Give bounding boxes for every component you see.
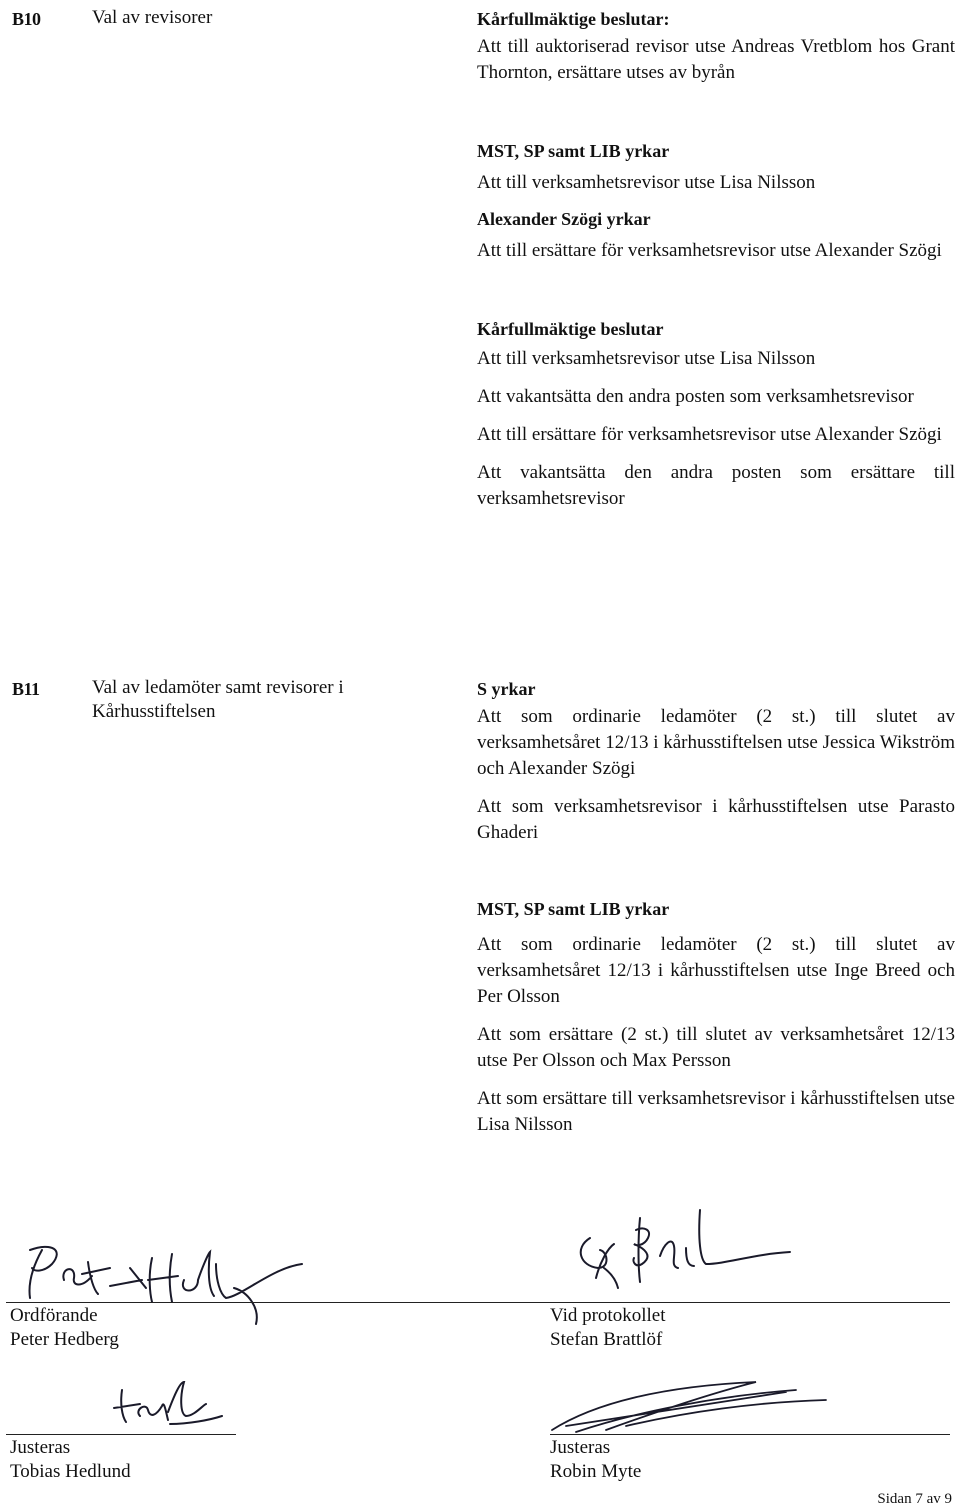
decision-block [477, 316, 955, 512]
item-body [477, 6, 955, 526]
block-heading: Kårfullmäktige beslutar [477, 319, 664, 339]
signature-secretary [560, 1208, 800, 1300]
decision-paragraph: Att till ersättare för verksamhetsrevisor utse Alexander Szögi [477, 424, 942, 445]
signature-adjuster-1 [110, 1376, 230, 1440]
motion-block [477, 676, 955, 846]
item-code: B11 [12, 679, 40, 699]
motion-paragraph: Att till verksamhetsrevisor utse Lisa Nilsson [477, 172, 816, 193]
decision-paragraph: Att vakantsätta den andra posten som ersättare till verksamhetsrevisor [477, 462, 955, 509]
item-title: Val av revisorer [92, 7, 213, 28]
block-heading: S yrkar [477, 679, 536, 699]
motion-paragraph: Att som verksamhetsrevisor i kårhusstiftelsen utse Parasto Ghaderi [477, 796, 955, 843]
block-heading: Kårfullmäktige beslutar: [477, 9, 670, 29]
motion-block [477, 138, 955, 196]
signature-name-adjuster-2: Robin Myte [550, 1461, 642, 1482]
item-body [477, 676, 955, 1152]
decision-paragraph: Att vakantsätta den andra posten som verksamhetsrevisor [477, 386, 914, 407]
motion-block [477, 896, 955, 1138]
motion-block [477, 206, 955, 264]
motion-paragraph: Att till ersättare för verksamhetsrevisor utse Alexander Szögi [477, 240, 942, 261]
motion-paragraph: Att som ersättare (2 st.) till slutet av verksamhetsåret 12/13 utse Per Olsson och Max Persson [477, 1024, 955, 1071]
signature-role-secretary: Vid protokollet [550, 1305, 666, 1326]
signature-line [6, 1302, 950, 1303]
item-code: B10 [12, 9, 41, 29]
signature-name-secretary: Stefan Brattlöf [550, 1329, 663, 1350]
item-title: Val av ledamöter samt revisorer i Kårhusstiftelsen [92, 677, 344, 722]
page-number: Sidan 7 av 9 [877, 1491, 952, 1507]
block-heading: MST, SP samt LIB yrkar [477, 141, 670, 161]
decision-paragraph: Att till verksamhetsrevisor utse Lisa Nilsson [477, 348, 816, 369]
signature-role-adjuster-1: Justeras [10, 1437, 71, 1458]
block-heading: Alexander Szögi yrkar [477, 209, 651, 229]
block-heading: MST, SP samt LIB yrkar [477, 899, 670, 919]
decision-block [477, 6, 955, 86]
motion-paragraph: Att som ersättare till verksamhetsrevisor i kårhusstiftelsen utse Lisa Nilsson [477, 1088, 955, 1135]
signature-role-adjuster-2: Justeras [550, 1437, 611, 1458]
signature-name-adjuster-1: Tobias Hedlund [10, 1461, 131, 1482]
signature-line [6, 1434, 236, 1435]
signature-adjuster-2 [536, 1372, 836, 1442]
signature-name-chair: Peter Hedberg [10, 1329, 119, 1350]
motion-paragraph: Att som ordinarie ledamöter (2 st.) till slutet av verksamhetsåret 12/13 i kårhusstiftelsen utse Jessica Wikström och Alexander Szögi [477, 706, 956, 779]
signature-line [550, 1434, 950, 1435]
motion-paragraph: Att som ordinarie ledamöter (2 st.) till slutet av verksamhetsåret 12/13 i kårhusstiftelsen utse Inge Breed och Per Olsson [477, 934, 955, 1007]
decision-paragraph: Att till auktoriserad revisor utse Andreas Vretblom hos Grant Thornton, ersättare utses av byrån [477, 36, 955, 83]
signature-role-chair: Ordförande [10, 1305, 98, 1326]
